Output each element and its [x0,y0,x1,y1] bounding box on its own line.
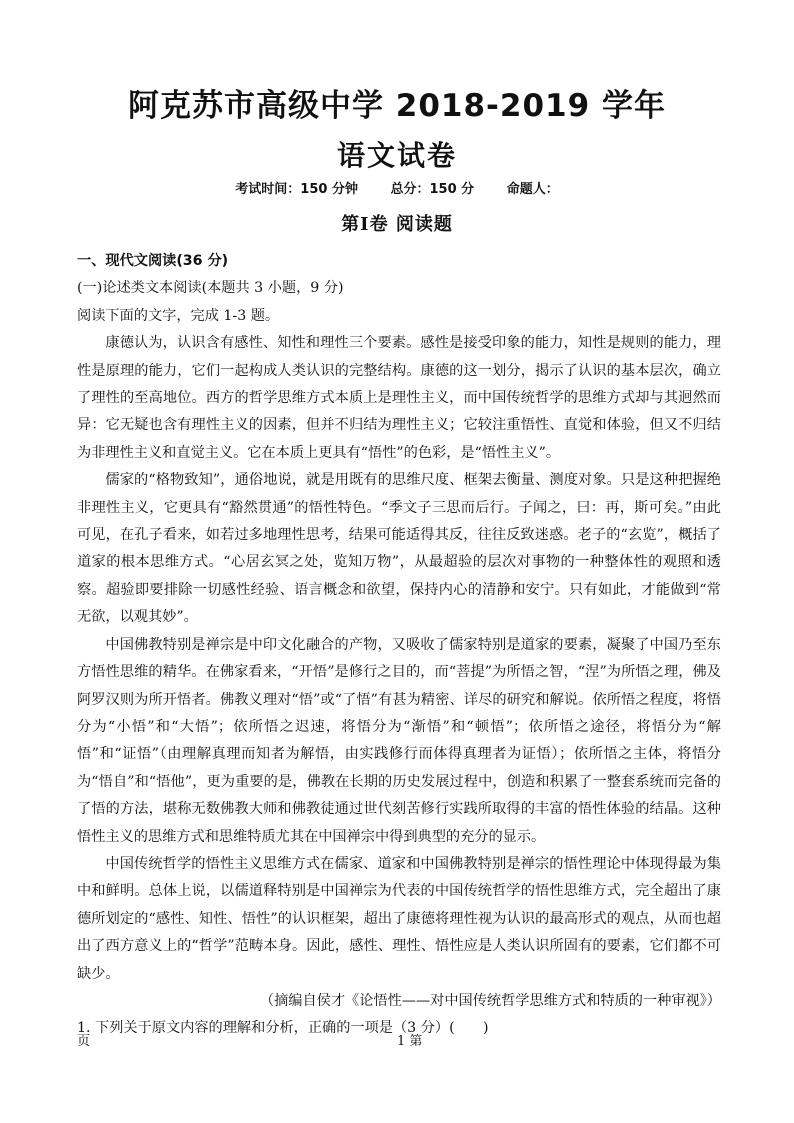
paragraph-3: 中国佛教特别是禅宗是中印文化融合的产物，又吸收了儒家特别是道家的要素，凝聚了中国乃至东方悟性思维的精华。在佛家看来，“开悟”是修行之目的，而“菩提”为所悟之智，“涅”为所悟之理，佛及阿罗汉则为所开悟者。佛教义理对“悟”或“了悟”有甚为精密、详尽的研究和解说。依所悟之程度，将悟分为“小悟”和“大悟”；依所悟之迟速，将悟分为“渐悟”和“顿悟”；依所悟之途径，将悟分为“解悟”和“证悟”（由理解真理而知者为解悟，由实践修行而体得真理者为证悟）；依所悟之主体，将悟分为“悟自”和“悟他”，更为重要的是，佛教在长期的历史发展过程中，创造和积累了一整套系统而完备的了悟的方法，堪称无数佛教大师和佛教徒通过世代刻苦修行实践所取得的丰富的悟性体验的结晶。这种悟性主义的思维方式和思维特质尤其在中国禅宗中得到典型的充分的显示。 [77,636,721,845]
exam-subtitle: 语文试卷 [336,139,457,172]
source-citation: （摘编自侯才《论悟性——对中国传统哲学思维方式和特质的一种审视》） [259,992,721,1009]
instruction: 阅读下面的文字，完成 1-3 题。 [77,307,280,324]
exam-meta [0,178,794,197]
part-heading: 一、现代文阅读(36 分) [77,253,229,269]
paragraph-2: 儒家的“格物致知”，通俗地说，就是用既有的思维尺度、框架去衡量、测度对象。只是这种把握绝非理性主义，它更具有“豁然贯通”的悟性特色。“季文子三思而后行。子闻之，曰：再，斯可矣。”由此可见，在孔子看来，如若过多地理性思考，结果可能适得其反，往往反致迷惑。老子的“玄览”，概括了道家的根本思维方式。“心居玄冥之处，览知万物”，从最超验的层次对事物的一种整体性的观照和透察。超验即要排除一切感性经验、语言概念和欲望，保持内心的清静和安宁。只有如此，才能做到“常无欲，以观其妙”。 [77,472,721,626]
exam-title: 阿克苏市高级中学 2018-2019 学年 [127,88,666,124]
section-title: 第Ⅰ卷 阅读题 [341,214,453,235]
paragraph-4: 中国传统哲学的悟性主义思维方式在儒家、道家和中国佛教特别是禅宗的悟性理论中体现得最为集中和鲜明。总体上说，以儒道释特别是中国禅宗为代表的中国传统哲学的悟性思维方式，完全超出了康德所划定的“感性、知性、悟性”的认识框架，超出了康德将理性视为认识的最高形式的观点，从而也超出了西方意义上的“哲学”范畴本身。因此，感性、理性、悟性应是人类认识所固有的要素，它们都不可缺少。 [77,855,721,982]
page-number: 1 第 [397,1034,423,1049]
footer-left: 页 [77,1034,91,1049]
exam-time: 考试时间：150 分钟 [235,182,358,197]
exam-author: 命题人： [506,182,559,197]
question-1: 1. 下列关于原文内容的理解和分析，正确的一项是（3 分）( ) [77,1020,489,1037]
exam-score: 总分：150 分 [390,182,475,197]
reading-content [77,248,721,1043]
sub-heading: (一)论述类文本阅读(本题共 3 小题，9 分) [77,280,344,297]
paragraph-1: 康德认为，认识含有感性、知性和理性三个要素。感性是接受印象的能力，知性是规则的能力，理性是原理的能力，它们一起构成人类认识的完整结构。康德的这一划分，揭示了认识的基本层次，确立了理性的至高地位。西方的哲学思维方式本质上是理性主义，而中国传统哲学的思维方式却与其迥然而异：它无疑也含有理性主义的因素，但并不归结为理性主义；它较注重悟性、直觉和体验，但又不归结为非理性主义和直觉主义。它在本质上更具有“悟性”的色彩，是“悟性主义”。 [77,335,721,461]
